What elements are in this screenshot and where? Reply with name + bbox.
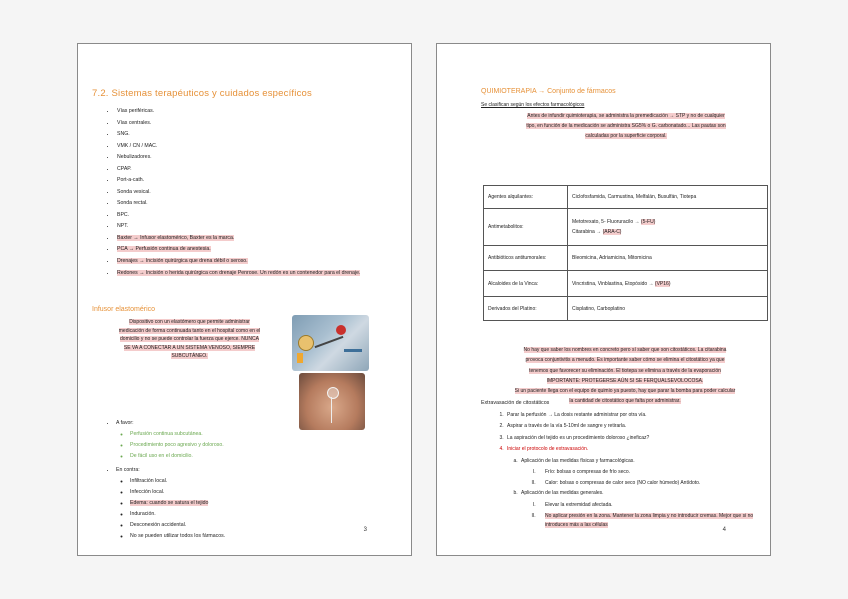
table-cell: Bleomicina, Adriamicina, Mitomicina [568, 246, 768, 271]
favor-list [104, 418, 316, 462]
chemo-subtitle: Se clasifican según los efectos farmacológicos [481, 102, 585, 108]
page-number: 3 [363, 527, 367, 533]
list-item: ◦ De fácil uso en el domicilio. [130, 451, 316, 462]
infusor-description: Dispositivo con un elastómero que permite administrar medicación de forma continuada tanto en el hospital como en el domicilio y no se puede controlar la fuerza que ejerce. NUNCA SE VA A CONECTAR A UN SISTEMA VENOSO, SIEMPRE SUBCUTÁNEO. [118, 319, 261, 360]
table-cell: Derivados del Platino: [484, 297, 568, 321]
list-item: • Vías periféricas. [116, 106, 391, 118]
section-title: 7.2. Sistemas terapéuticos y cuidados específicos [92, 88, 312, 99]
extravasation-steps [495, 410, 771, 530]
table-row [484, 186, 768, 209]
contra-list [104, 465, 316, 542]
list-item: • VMK / CN / MAC. [116, 141, 391, 153]
list-item: • Port-a-cath. [116, 175, 391, 187]
list-item: • Baxter → Infusor elastomérico, Baxter es la marca. [116, 233, 391, 245]
table-cell: Cisplatino, Carboplatino [568, 297, 768, 321]
table-row [484, 246, 768, 271]
extravasation-title: Extravasación de citostáticos [481, 400, 550, 406]
cytostatics-paragraph: No hay que saber los nombres en concreto pero sí saber que son citostáticos. La citarabina provoca conjuntivitis a menudo. Es importante saber cómo se elimina el citostático ya que tenemos que favorecer su eliminación. El tiotepa se elimina a través de la evaporación IMPORTANTE: PROTEGERSE AÚN SI SE FERQUALSEVOLOCOSA. Si un paciente llega con el equipo de quimio ya puesto, hay que parar la bomba para poder calcular la cantidad de citostático que falta por administrar. [514, 347, 736, 405]
list-item: 4. Iniciar el protocolo de extravasación. a. Aplicación de las medidas físicas y farmacológicas. I. Frío: bolsas o compresas de frío seco. II. Calor: bolsas o compresas de calor seco (NO calor húmedo) Antídoto. b. Aplicación de las medidas generales. I. Elevar la extremidad afectada. II. No aplicar presión en la zona. Mantener la zona limpia y no introducir cremas. Mejor que si no introduces más a las células [505, 444, 771, 530]
table-cell: Ciclofosfamida, Carmustina, Melfalán, Busulfán, Tiotepa [568, 186, 768, 209]
list-item: 3. La aspiración del tejido es un procedimiento doloroso ¿ineficaz? [505, 433, 771, 444]
systems-list [104, 106, 391, 278]
list-item: I. Frío: bolsas o compresas de frío seco. [537, 467, 771, 478]
list-item: • A favor: ◦ Perfusión continua subcutánea. ◦ Procedimiento poco agresivo y doloroso. ◦ De fácil uso en el domicilio. [116, 418, 316, 462]
list-item: • NPT. [116, 221, 391, 233]
list-item: ◦ Procedimiento poco agresivo y doloroso. [130, 440, 316, 451]
list-item: • BPC. [116, 210, 391, 222]
list-item: 1. Parar la perfusión → La dosis restante administrar por otra vía. [505, 410, 771, 421]
list-item: 2. Aspirar a través de la vía 5-10ml de sangre y retirarla. [505, 421, 771, 432]
chemo-title: QUIMIOTERAPIA → Conjunto de fármacos [481, 88, 616, 95]
table-cell: Alcaloides de la Vinca: [484, 271, 568, 297]
list-item: I. Elevar la extremidad afectada. [537, 500, 771, 511]
list-item: • PCA → Perfusión continua de anestesia. [116, 244, 391, 256]
drug-classes-table [483, 185, 768, 321]
list-item: ◦ Perfusión continua subcutánea. [130, 429, 316, 440]
list-item: • Vías centrales. [116, 118, 391, 130]
list-item: • CPAP. [116, 164, 391, 176]
document-page-4 [436, 43, 771, 556]
premedication-paragraph: Antes de infundir quimioterapia, se administra la premedicación → STP y no de cualquier tipo, en función de la medicación se administra SG5% o G. carbonatado... Las pautas son calculadas por la superficie corporal. [526, 113, 726, 139]
list-item: ◦ Infección local. [130, 487, 316, 498]
table-row [484, 271, 768, 297]
infusor-device-photo [292, 315, 369, 371]
infusor-title: Infusor elastomérico [92, 306, 156, 313]
list-item: • En contra: ◦ Infiltración local. ◦ Infección local. ◦ Edema: cuando se satura el tejido ◦ Induración. ◦ Desconexión accidental. ◦ No se pueden utilizar todos los fármacos. [116, 465, 316, 542]
list-item: • Redones → Incisión o herida quirúrgica con drenaje Penrose. Un redón es un contenedor para el drenaje. [116, 267, 391, 278]
list-item: ◦ Edema: cuando se satura el tejido [130, 498, 316, 509]
list-item: ◦ Desconexión accidental. [130, 520, 316, 531]
table-cell: Antibióticos antitumorales: [484, 246, 568, 271]
list-item: • Drenajes → Incisión quirúrgica que drena débil o seroso. [116, 256, 391, 268]
table-cell: Agentes alquilantes: [484, 186, 568, 209]
table-cell: Antimetabolitos: [484, 209, 568, 246]
list-item: II. No aplicar presión en la zona. Mantener la zona limpia y no introducir cremas. Mejor que si no introduces más a las células [537, 511, 771, 530]
list-item: b. Aplicación de las medidas generales. I. Elevar la extremidad afectada. II. No aplicar presión en la zona. Mantener la zona limpia y no introducir cremas. Mejor que si no introduces más a las células [519, 488, 771, 530]
page-number: 4 [722, 527, 726, 533]
list-item: ◦ No se pueden utilizar todos los fármacos. [130, 531, 316, 542]
table-cell: Vincristina, Vinblastina, Etopósido → (VP16) [568, 271, 768, 297]
document-page-3 [77, 43, 412, 556]
table-row [484, 297, 768, 321]
list-item: II. Calor: bolsas o compresas de calor seco (NO calor húmedo) Antídoto. [537, 478, 771, 488]
list-item: • Sonda rectal. [116, 198, 391, 210]
list-item: a. Aplicación de las medidas físicas y farmacológicas. I. Frío: bolsas o compresas de frío seco. II. Calor: bolsas o compresas de calor seco (NO calor húmedo) Antídoto. [519, 456, 771, 489]
table-cell: Metotrexato, 5- Fluoruracilo → (5-FU) Citarabina → (ARA-C) [568, 209, 768, 246]
list-item: ◦ Induración. [130, 509, 316, 520]
list-item: • Nebulizadores. [116, 152, 391, 164]
list-item: • SNG. [116, 129, 391, 141]
list-item: • Sonda vesical. [116, 187, 391, 199]
list-item: ◦ Infiltración local. [130, 476, 316, 487]
table-row [484, 209, 768, 246]
